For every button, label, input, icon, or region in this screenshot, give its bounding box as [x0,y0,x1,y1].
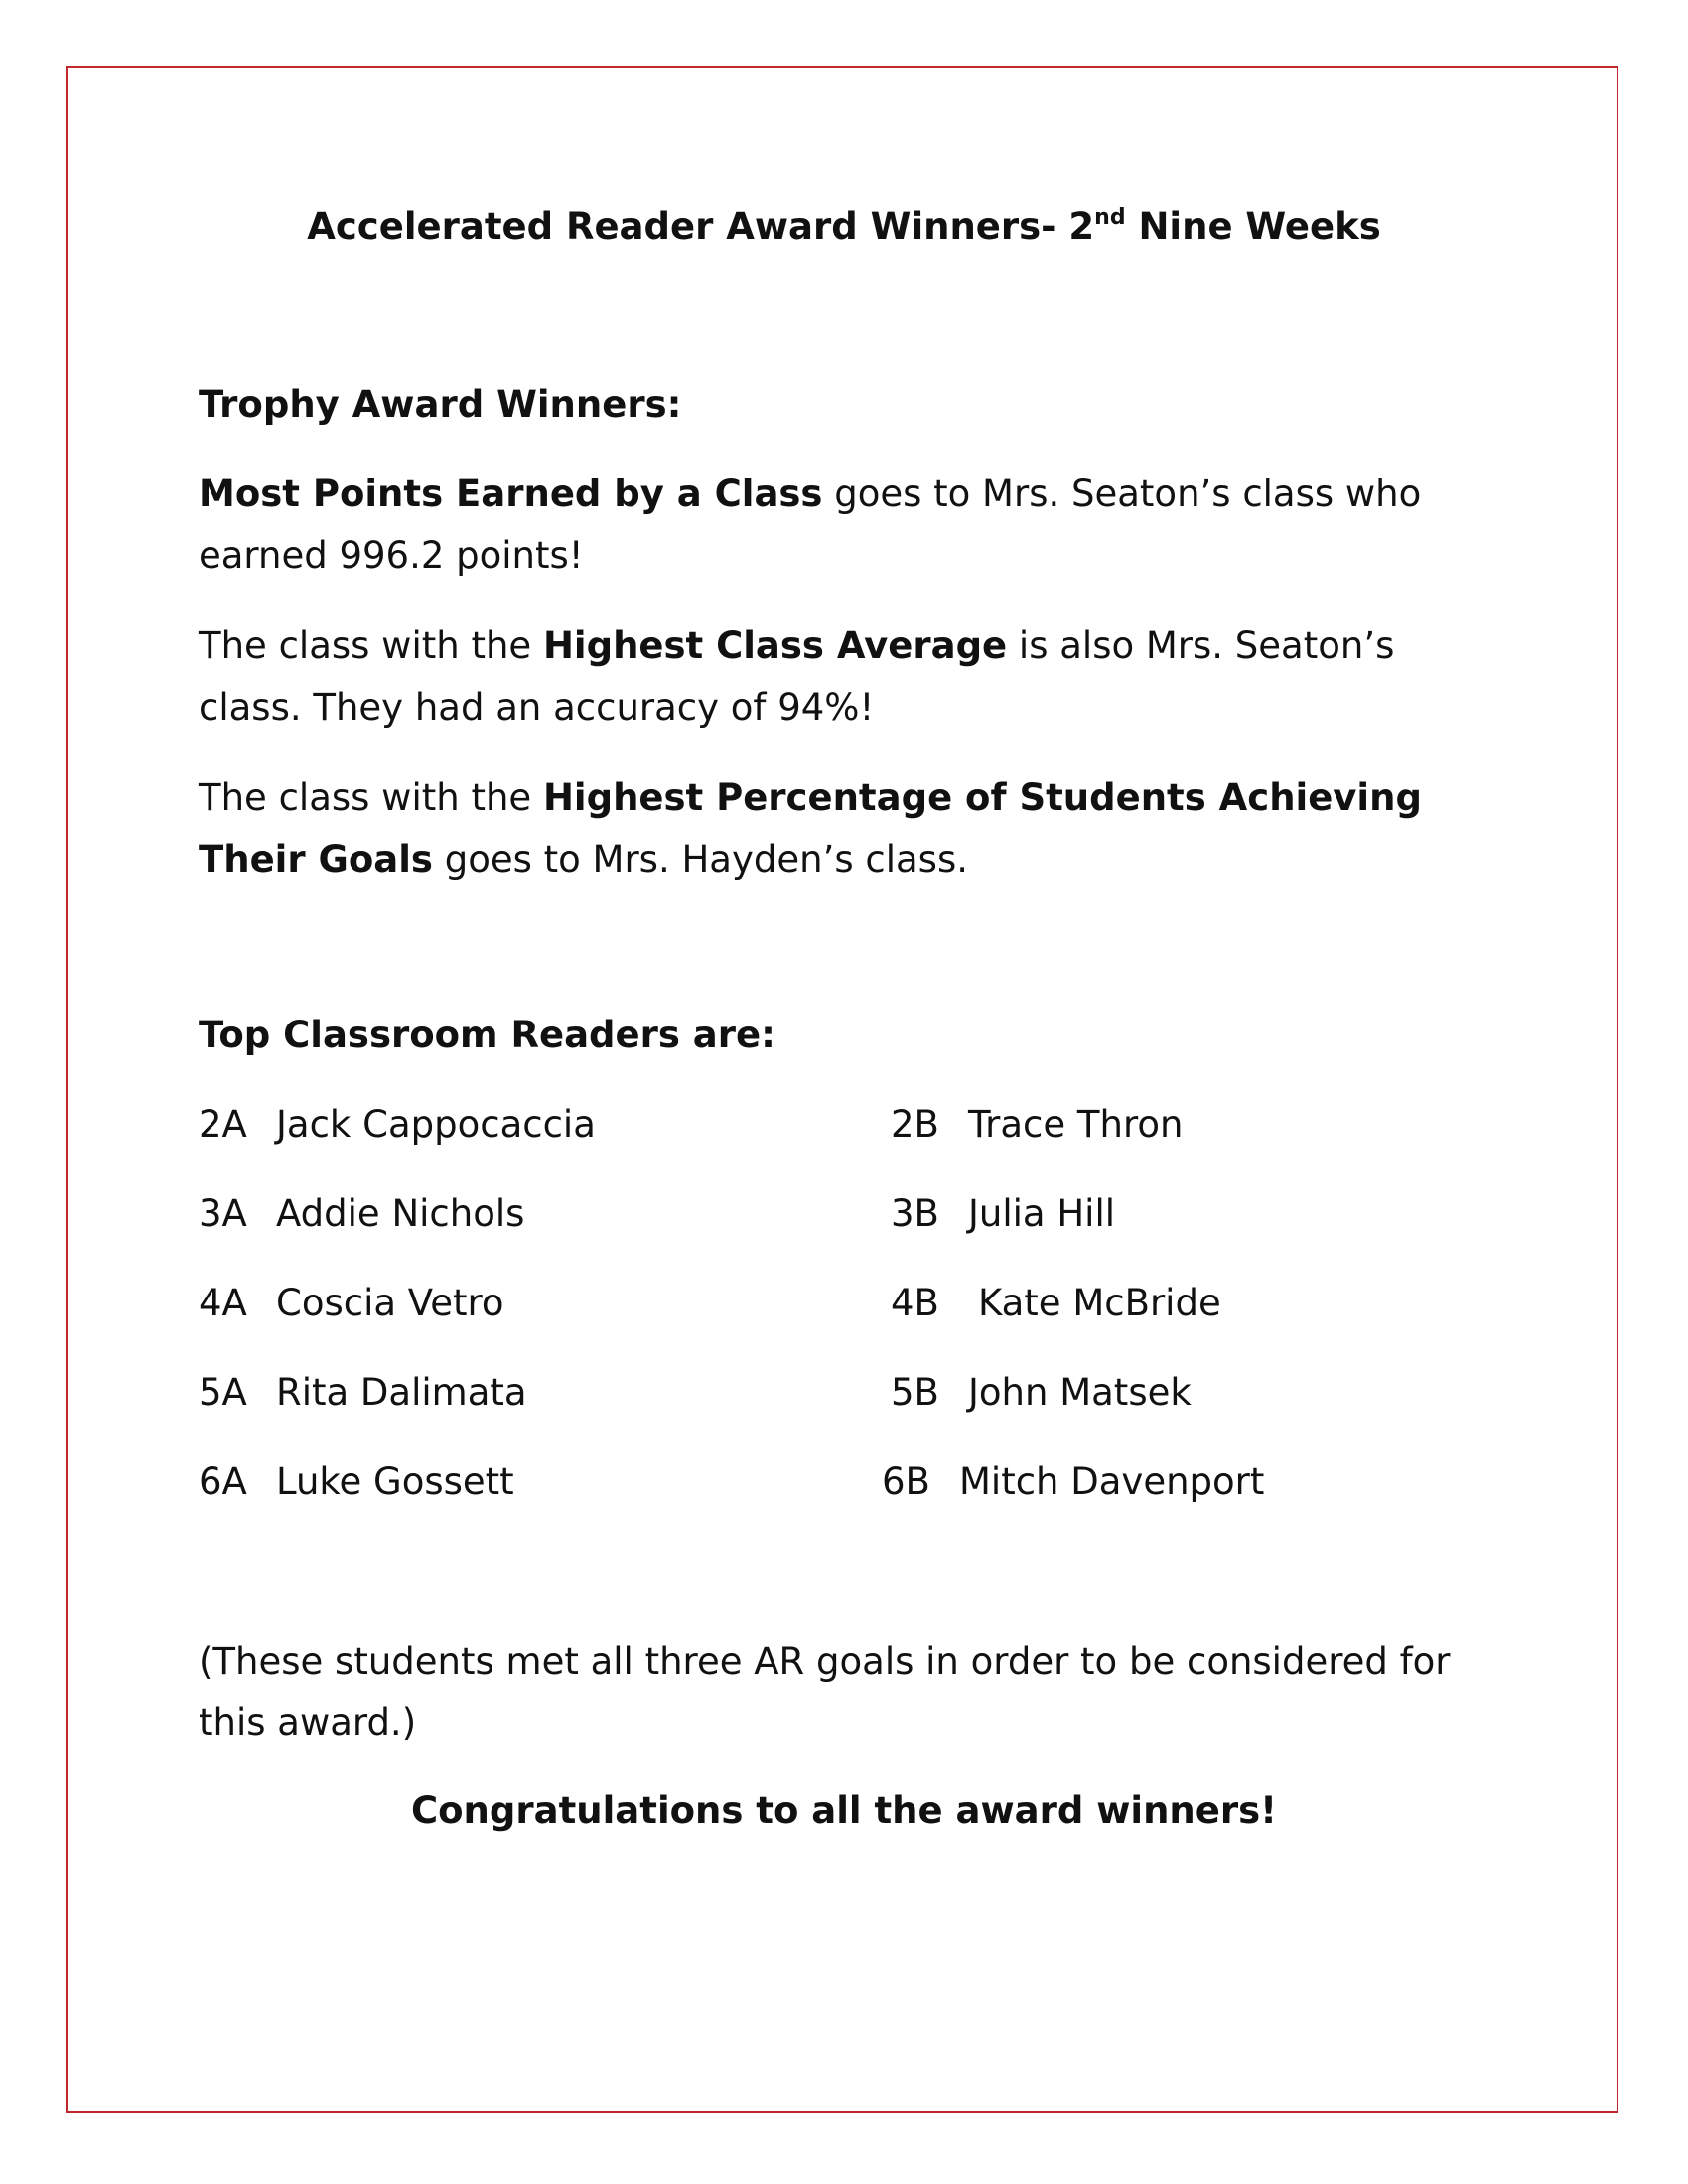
document-title [0,204,1688,251]
reader-class: 2A [199,1103,247,1146]
paragraph-text: goes to Mrs. Hayden’s class. [432,838,968,881]
reader-class: 3B [891,1192,939,1235]
reader-class: 6A [199,1460,247,1503]
readers-heading: Top Classroom Readers are: [199,1014,775,1056]
paragraph-highest-average [199,615,1499,739]
reader-item [199,1458,514,1506]
reader-class: 4A [199,1282,247,1324]
reader-name: John Matsek [968,1371,1192,1414]
reader-item [199,1190,524,1238]
reader-item [891,1280,1221,1327]
reader-item [199,1101,596,1149]
award-highest-average: Highest Class Average [542,624,1008,667]
title-main: Accelerated Reader Award Winners- 2 [307,205,1095,248]
title-superscript: nd [1094,205,1126,230]
award-highest-percentage: Highest Percentage of Students Achieving Their Goals [199,776,1422,881]
trophy-heading: Trophy Award Winners: [199,383,682,426]
paragraph-most-points [199,464,1499,587]
paragraph-text: The class with the [199,624,543,667]
award-most-points: Most Points Earned by a Class [199,473,823,515]
reader-name: Mitch Davenport [959,1460,1265,1503]
reader-class: 5B [891,1371,939,1414]
reader-class: 2B [891,1103,939,1146]
paragraph-text: is also Mrs. Seaton’s class. They had an accuracy of 94%! [199,624,1395,729]
reader-class: 6B [882,1460,930,1503]
paragraph-text: The class with the [199,776,543,819]
reader-name: Julia Hill [968,1192,1116,1235]
reader-class: 3A [199,1192,247,1235]
reader-item [891,1369,1192,1417]
reader-name: Addie Nichols [276,1192,525,1235]
reader-name: Kate McBride [978,1282,1221,1324]
reader-name: Rita Dalimata [276,1371,527,1414]
title-end: Nine Weeks [1125,205,1381,248]
reader-item [891,1101,1183,1149]
paragraph-text: goes to Mrs. Seaton’s class who earned 996.2 points! [199,473,1422,577]
reader-name: Jack Cappocaccia [276,1103,596,1146]
reader-class: 5A [199,1371,247,1414]
reader-item [199,1369,527,1417]
reader-name: Trace Thron [968,1103,1184,1146]
reader-item [199,1280,504,1327]
reader-item [891,1190,1115,1238]
paragraph-highest-percentage [199,767,1499,890]
eligibility-note: (These students met all three AR goals in order to be considered for this award.) [199,1640,1451,1744]
congratulations-text: Congratulations to all the award winners! [410,1789,1278,1832]
reader-class: 4B [891,1282,939,1324]
reader-name: Coscia Vetro [276,1282,504,1324]
reader-item [882,1458,1264,1506]
reader-name: Luke Gossett [276,1460,514,1503]
